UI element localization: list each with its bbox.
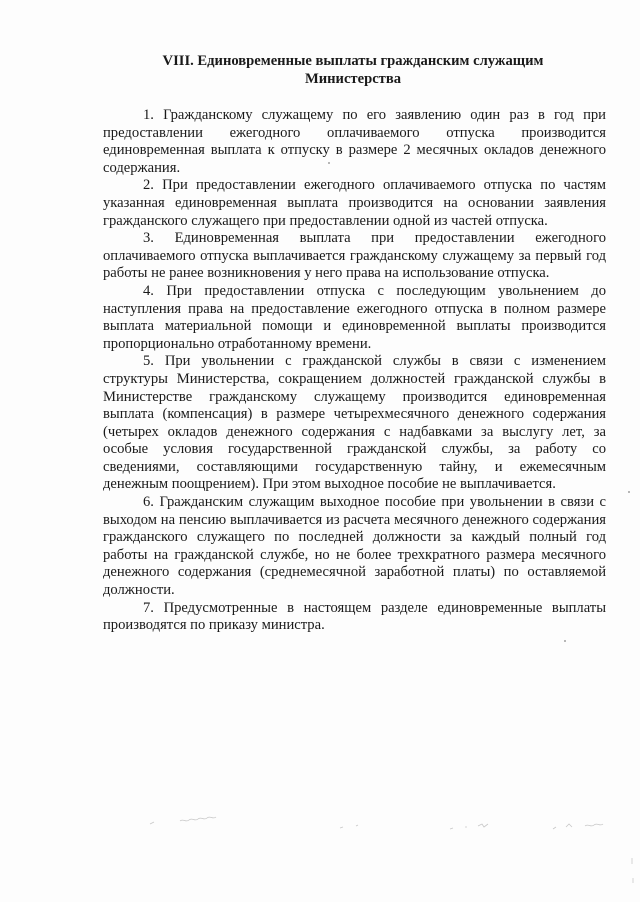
paragraph-2: 2. При предоставлении ежегодного оплачиваемого отпуска по частям указанная единовременная выплата производится на основании заявления гражданского служащего при предоставлении одной из частей отпуска. [103, 177, 606, 229]
paragraph-4: 4. При предоставлении отпуска с последующим увольнением до наступления права на предоставление ежегодного отпуска в полном размере выплата материальной помощи и единовременной выплаты производится пропорционально отработанному времени. [103, 282, 606, 352]
paragraph-6: 6. Гражданским служащим выходное пособие при увольнении в связи с выходом на пенсию выплачивается из расчета месячного денежного содержания гражданского служащего по последней должности за каждый полный год работы на гражданской службе, но не более трехкратного размера месячного денежного содержания (среднемесячной заработной платы) по оставляемой должности. [103, 494, 606, 599]
section-heading [100, 52, 606, 88]
section-heading-line-2: Министерства [304, 71, 402, 87]
section-heading-line-1: VIII. Единовременные выплаты гражданским служащим [162, 53, 544, 69]
paragraph-5: 5. При увольнении с гражданской службы в связи с изменением структуры Министерства, сокращением должностей гражданской службы в Министерстве гражданскому служащему производится единовременная выплата (компенсация) в размере четырехмесячного денежного содержания (четырех окладов денежного содержания с надбавками за выслугу лет, за особые условия государственной гражданской службы, за работу со сведениями, составляющими государственную тайну, и ежемесячным денежным поощрением). При этом выходное пособие не выплачивается. [103, 353, 606, 493]
paragraph-7: 7. Предусмотренные в настоящем разделе единовременные выплаты производятся по приказу министра. [103, 599, 606, 634]
paragraph-3: 3. Единовременная выплата при предоставлении ежегодного оплачиваемого отпуска выплачивается гражданскому служащему за первый год работы не ранее возникновения у него права на использование отпуска. [103, 230, 606, 282]
document-body [103, 107, 606, 635]
paragraph-1: 1. Гражданскому служащему по его заявлению один раз в год при предоставлении ежегодного оплачиваемого отпуска производится единовременная выплата к отпуску в размере 2 месячных окладов денежного содержания. [103, 107, 606, 176]
